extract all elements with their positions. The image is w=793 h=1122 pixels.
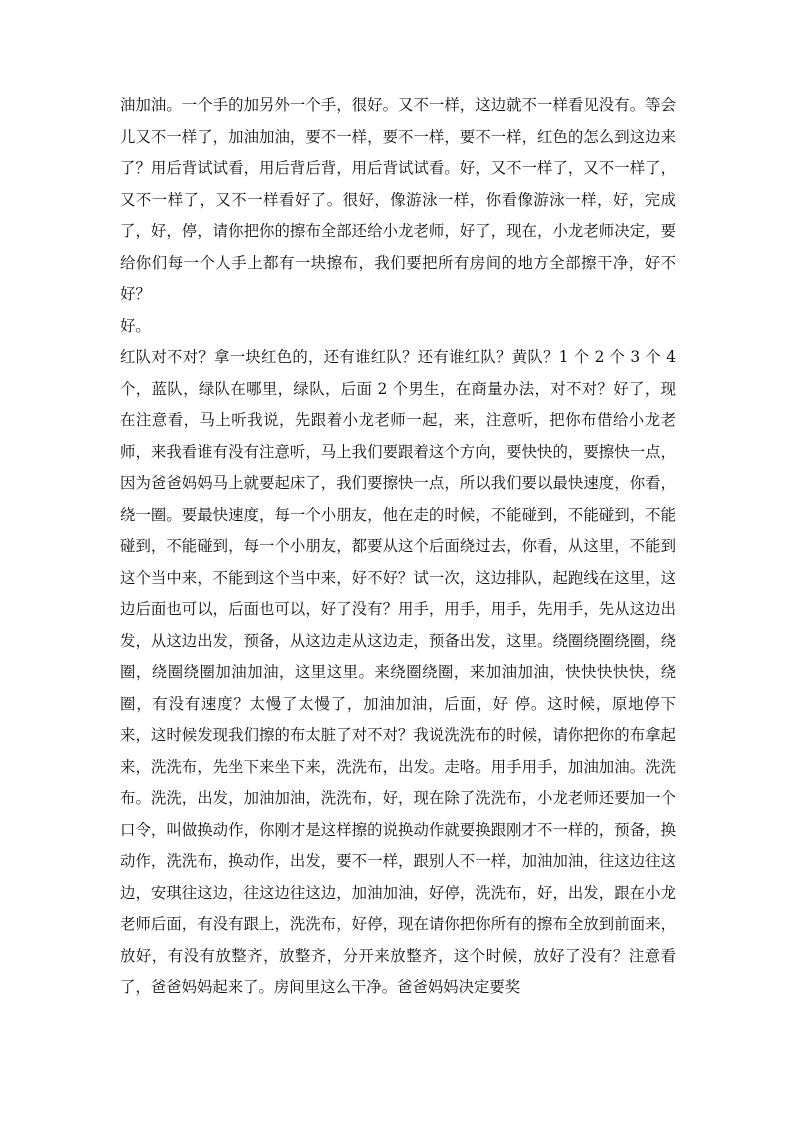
paragraph-1: 油加油。一个手的加另外一个手，很好。又不一样，这边就不一样看见没有。等会儿又不一样了，加油加油，要不一样，要不一样，要不一样，红色的怎么到这边来了？用后背试试看，用后背后背，用后背试试看。好，又不一样了，又不一样了，又不一样了，又不一样看好了。很好，像游泳一样，你看像游泳一样，好，完成了，好，停，请你把你的擦布全部还给小龙老师，好了，现在，小龙老师决定，要给你们每一个人手上都有一块擦布，我们要把所有房间的地方全部擦干净，好不好？ (120, 96, 676, 303)
document-body (120, 90, 676, 1004)
paragraph-3: 红队对不对？拿一块红色的，还有谁红队？还有谁红队？黄队？1 个 2 个 3 个 4 个，蓝队，绿队在哪里，绿队，后面 2 个男生，在商量办法，对不对？好了，现在注意看，马上听我说，先跟着小龙老师一起，来，注意听，把你布借给小龙老师，来我看谁有没有注意听，马上我们要跟着这个方向，要快快的，要擦快一点，因为爸爸妈妈马上就要起床了，我们要擦快一点，所以我们要以最快速度，你看，绕一圈。要最快速度，每一个小朋友，他在走的时候，不能碰到，不能碰到，不能碰到，不能碰到，每一个小朋友，都要从这个后面绕过去，你看，从这里，不能到这个当中来，不能到这个当中来，好不好？试一次，这边排队，起跑线在这里，这边后面也可以，后面也可以，好了没有？用手，用手，用手，先用手，先从这边出发，从这边出发，预备，从这边走从这边走，预备出发，这里。绕圈绕圈绕圈，绕圈，绕圈绕圈加油加油，这里这里。来绕圈绕圈，来加油加油，快快快快快，绕圈，有没有速度？太慢了太慢了，加油加油，后面，好 停。这时候，原地停下来，这时候发现我们擦的布太脏了对不对？我说洗洗布的时候，请你把你的布拿起来，洗洗布，先坐下来坐下来，洗洗布，出发。走咯。用手用手，加油加油。洗洗布。洗洗，出发，加油加油，洗洗布，好，现在除了洗洗布，小龙老师还要加一个口令，叫做换动作，你刚才是这样擦的说换动作就要换跟刚才不一样的，预备，换动作，洗洗布，换动作，出发，要不一样，跟别人不一样，加油加油，往这边往这边，安琪往这边，往这边往这边，加油加油，好停，洗洗布，好，出发，跟在小龙老师后面，有没有跟上，洗洗布，好停，现在请你把你所有的擦布全放到前面来，放好，有没有放整齐，放整齐，分开来放整齐，这个时候，放好了没有？注意看了，爸爸妈妈起来了。房间里这么干净。爸爸妈妈决定要奖 (120, 348, 676, 996)
paragraph-2: 好。 (120, 316, 151, 335)
